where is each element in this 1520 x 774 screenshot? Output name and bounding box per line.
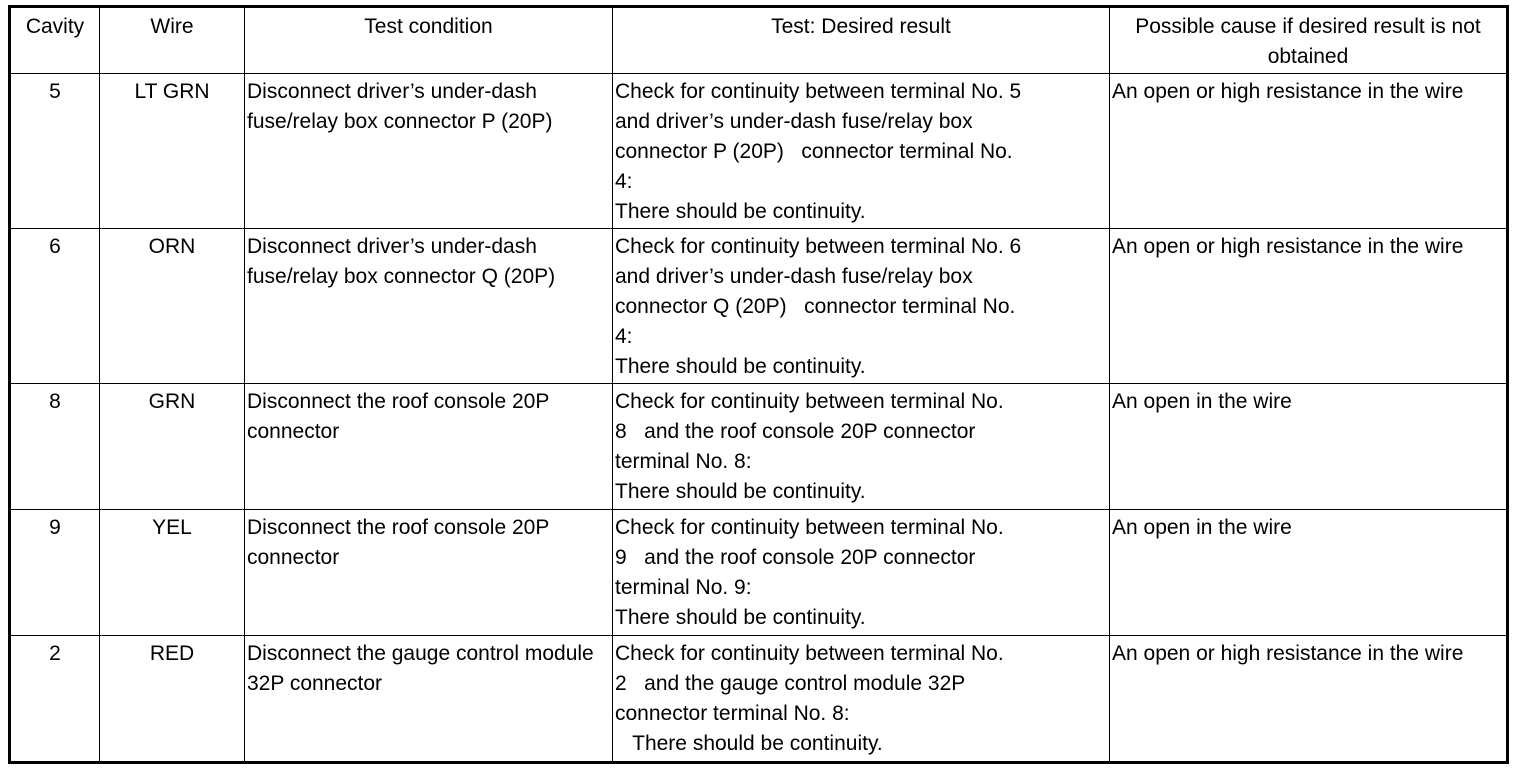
result-line: 4: bbox=[615, 325, 633, 348]
test-condition-cell: Disconnect the roof console 20P connector bbox=[245, 510, 613, 636]
table-row bbox=[10, 384, 1508, 510]
result-line: 8 and the roof console 20P connector bbox=[615, 420, 976, 443]
result-line: Check for continuity between terminal No. bbox=[615, 516, 1004, 539]
result-line: terminal No. 9: bbox=[615, 576, 752, 599]
test-condition-cell: Disconnect driver’s under-dash fuse/relay box connector P (20P) bbox=[245, 74, 613, 229]
cavity-cell: 2 bbox=[10, 636, 100, 763]
wire-cell: RED bbox=[100, 636, 245, 763]
test-condition-cell: Disconnect driver’s under-dash fuse/relay box connector Q (20P) bbox=[245, 229, 613, 384]
result-line: There should be continuity. bbox=[615, 355, 866, 378]
header-test-condition: Test condition bbox=[245, 7, 613, 74]
result-line: Check for continuity between terminal No. bbox=[615, 642, 1004, 665]
desired-result-cell bbox=[613, 510, 1110, 636]
desired-result-cell bbox=[613, 74, 1110, 229]
table-row bbox=[10, 636, 1508, 763]
table-row bbox=[10, 229, 1508, 384]
possible-cause-cell: An open in the wire bbox=[1110, 384, 1508, 510]
cavity-cell: 8 bbox=[10, 384, 100, 510]
wire-cell: YEL bbox=[100, 510, 245, 636]
result-line: There should be continuity. bbox=[615, 732, 883, 755]
result-line: terminal No. 8: bbox=[615, 450, 752, 473]
result-line: 4: bbox=[615, 170, 633, 193]
result-line: 9 and the roof console 20P connector bbox=[615, 546, 976, 569]
result-line: connector Q (20P) connector terminal No. bbox=[615, 295, 1016, 318]
result-line: Check for continuity between terminal No. 5 bbox=[615, 80, 1022, 103]
result-line: and driver’s under-dash fuse/relay box bbox=[615, 265, 973, 288]
continuity-test-table bbox=[8, 5, 1509, 764]
result-line: connector P (20P) connector terminal No. bbox=[615, 140, 1013, 163]
desired-result-cell bbox=[613, 229, 1110, 384]
possible-cause-cell: An open or high resistance in the wire bbox=[1110, 229, 1508, 384]
wire-cell: LT GRN bbox=[100, 74, 245, 229]
result-line: connector terminal No. 8: bbox=[615, 702, 850, 725]
header-desired-result: Test: Desired result bbox=[613, 7, 1110, 74]
test-condition-cell: Disconnect the gauge control module 32P connector bbox=[245, 636, 613, 763]
result-line: Check for continuity between terminal No. 6 bbox=[615, 235, 1022, 258]
header-row bbox=[10, 7, 1508, 74]
possible-cause-cell: An open or high resistance in the wire bbox=[1110, 74, 1508, 229]
cavity-cell: 9 bbox=[10, 510, 100, 636]
cavity-cell: 5 bbox=[10, 74, 100, 229]
result-line: Check for continuity between terminal No. bbox=[615, 390, 1004, 413]
desired-result-cell bbox=[613, 384, 1110, 510]
wire-cell: GRN bbox=[100, 384, 245, 510]
header-cavity: Cavity bbox=[10, 7, 100, 74]
table-row bbox=[10, 510, 1508, 636]
possible-cause-cell: An open or high resistance in the wire bbox=[1110, 636, 1508, 763]
result-line: There should be continuity. bbox=[615, 200, 866, 223]
result-line: There should be continuity. bbox=[615, 606, 866, 629]
result-line: 2 and the gauge control module 32P bbox=[615, 672, 966, 695]
header-possible-cause: Possible cause if desired result is not obtained bbox=[1110, 7, 1508, 74]
result-line: and driver’s under-dash fuse/relay box bbox=[615, 110, 973, 133]
table-row bbox=[10, 74, 1508, 229]
header-wire: Wire bbox=[100, 7, 245, 74]
cavity-cell: 6 bbox=[10, 229, 100, 384]
result-line: There should be continuity. bbox=[615, 480, 866, 503]
wire-cell: ORN bbox=[100, 229, 245, 384]
possible-cause-cell: An open in the wire bbox=[1110, 510, 1508, 636]
test-condition-cell: Disconnect the roof console 20P connector bbox=[245, 384, 613, 510]
desired-result-cell bbox=[613, 636, 1110, 763]
